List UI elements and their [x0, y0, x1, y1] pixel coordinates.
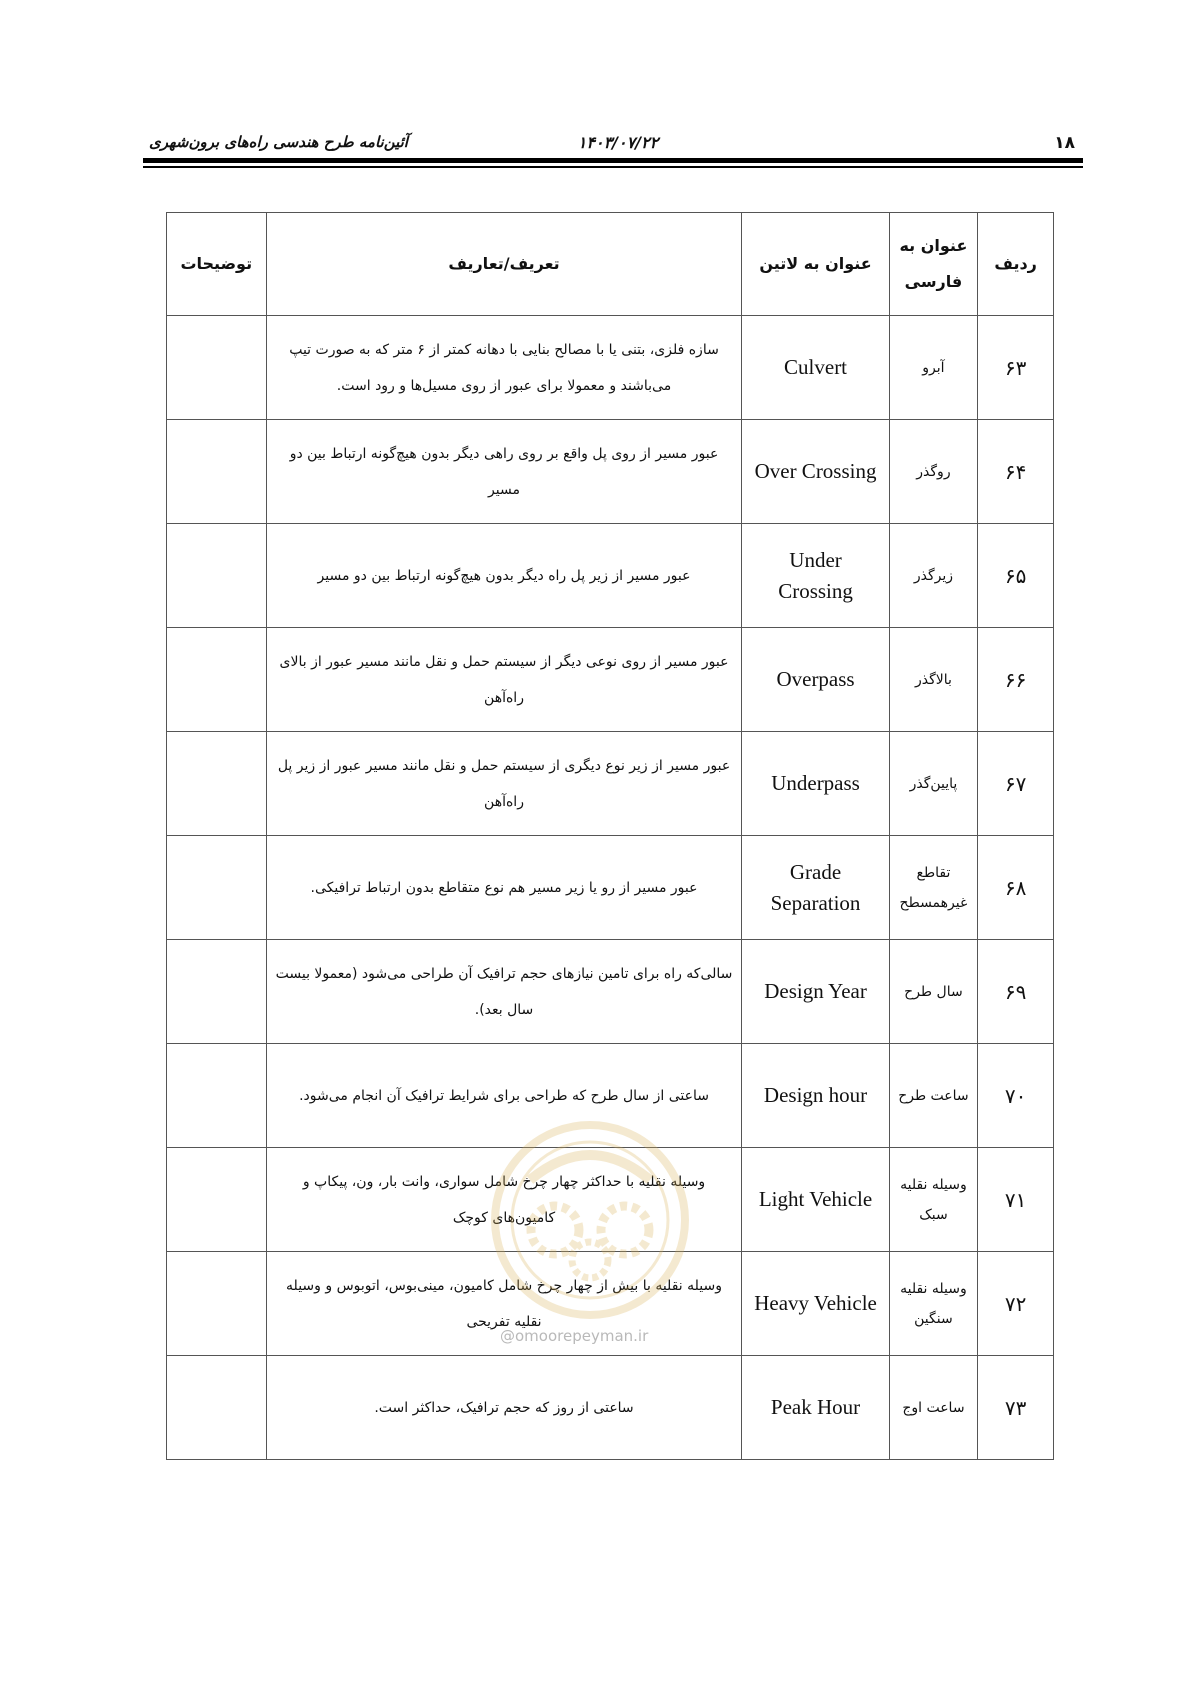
notes-cell — [167, 420, 267, 524]
latin-title-cell: Light Vehicle — [742, 1148, 889, 1252]
notes-cell — [167, 524, 267, 628]
persian-title-cell: پایین‌گذر — [889, 732, 978, 836]
row-number-cell: ۷۰ — [978, 1044, 1054, 1148]
table-row — [167, 316, 1054, 420]
document-title: آئین‌نامه طرح هندسی راه‌های برون‌شهری — [149, 133, 408, 151]
row-number-cell: ۶۷ — [978, 732, 1054, 836]
row-number-cell: ۶۹ — [978, 940, 1054, 1044]
notes-cell — [167, 1356, 267, 1460]
latin-title-cell: Culvert — [742, 316, 889, 420]
column-header-row-number: ردیف — [978, 213, 1054, 316]
notes-cell — [167, 940, 267, 1044]
table-row — [167, 1044, 1054, 1148]
definition-cell: ساعتی از سال طرح که طراحی برای شرایط ترافیک آن انجام می‌شود. — [266, 1044, 742, 1148]
persian-title-cell: ساعت طرح — [889, 1044, 978, 1148]
latin-title-cell: Under Crossing — [742, 524, 889, 628]
row-number-cell: ۷۲ — [978, 1252, 1054, 1356]
latin-title-cell: Over Crossing — [742, 420, 889, 524]
definition-cell: عبور مسیر از روی پل واقع بر روی راهی دیگر بدون هیچ‌گونه ارتباط بین دو مسیر — [266, 420, 742, 524]
persian-title-cell: روگذر — [889, 420, 978, 524]
persian-title-cell: وسیله نقلیه سنگین — [889, 1252, 978, 1356]
table-row — [167, 1356, 1054, 1460]
definition-cell: سالی‌که راه برای تامین نیازهای حجم ترافیک آن طراحی می‌شود (معمولا بیست سال بعد). — [266, 940, 742, 1044]
definition-cell: وسیله نقلیه با حداکثر چهار چرخ شامل سواری، وانت بار، ون، پیکاپ و کامیون‌های کوچک — [266, 1148, 742, 1252]
row-number-cell: ۷۳ — [978, 1356, 1054, 1460]
definition-cell: عبور مسیر از زیر پل راه دیگر بدون هیچ‌گونه ارتباط بین دو مسیر — [266, 524, 742, 628]
page-header — [143, 128, 1083, 158]
column-header-definition: تعریف/تعاریف — [266, 213, 742, 316]
column-header-latin-title: عنوان به لاتین — [742, 213, 889, 316]
definition-cell: وسیله نقلیه با بیش از چهار چرخ شامل کامیون، مینی‌بوس، اتوبوس و وسیله نقلیه تفریحی — [266, 1252, 742, 1356]
definition-cell: عبور مسیر از روی نوعی دیگر از سیستم حمل و نقل مانند مسیر عبور از بالای راه‌آهن — [266, 628, 742, 732]
persian-title-cell: وسیله نقلیه سبک — [889, 1148, 978, 1252]
persian-title-cell: ساعت اوج — [889, 1356, 978, 1460]
latin-title-cell: Underpass — [742, 732, 889, 836]
row-number-cell: ۶۴ — [978, 420, 1054, 524]
notes-cell — [167, 732, 267, 836]
persian-title-cell: تقاطع غیرهمسطح — [889, 836, 978, 940]
notes-cell — [167, 316, 267, 420]
table-row — [167, 628, 1054, 732]
watermark-text: @omoorepeyman.ir — [500, 1327, 649, 1345]
notes-cell — [167, 836, 267, 940]
table-row — [167, 732, 1054, 836]
notes-cell — [167, 1252, 267, 1356]
row-number-cell: ۶۵ — [978, 524, 1054, 628]
table-row — [167, 836, 1054, 940]
notes-cell — [167, 1148, 267, 1252]
table-row — [167, 940, 1054, 1044]
notes-cell — [167, 1044, 267, 1148]
row-number-cell: ۷۱ — [978, 1148, 1054, 1252]
table-header-row — [167, 213, 1054, 316]
persian-title-cell: آبرو — [889, 316, 978, 420]
latin-title-cell: Grade Separation — [742, 836, 889, 940]
latin-title-cell: Design hour — [742, 1044, 889, 1148]
document-date: ۱۴۰۳/۰۷/۲۲ — [577, 133, 659, 152]
header-rule-thin — [143, 166, 1083, 168]
definitions-table — [166, 212, 1054, 1460]
definition-cell: عبور مسیر از رو یا زیر مسیر هم نوع متقاطع بدون ارتباط ترافیکی. — [266, 836, 742, 940]
definition-cell: سازه فلزی، بتنی یا با مصالح بنایی با دهانه کمتر از ۶ متر که به صورت تیپ می‌باشند و معمولا برای عبور از روی مسیل‌ها و رود است. — [266, 316, 742, 420]
persian-title-cell: زیرگذر — [889, 524, 978, 628]
notes-cell — [167, 628, 267, 732]
persian-title-cell: سال طرح — [889, 940, 978, 1044]
column-header-notes: توضیحات — [167, 213, 267, 316]
row-number-cell: ۶۳ — [978, 316, 1054, 420]
row-number-cell: ۶۸ — [978, 836, 1054, 940]
page-number: ۱۸ — [1054, 133, 1075, 153]
latin-title-cell: Design Year — [742, 940, 889, 1044]
table-row — [167, 420, 1054, 524]
header-rule-thick — [143, 158, 1083, 163]
definition-cell: عبور مسیر از زیر نوع دیگری از سیستم حمل و نقل مانند مسیر عبور از زیر پل راه‌آهن — [266, 732, 742, 836]
table-row — [167, 1148, 1054, 1252]
table-row — [167, 524, 1054, 628]
latin-title-cell: Overpass — [742, 628, 889, 732]
column-header-persian-title: عنوان به فارسی — [889, 213, 978, 316]
latin-title-cell: Peak Hour — [742, 1356, 889, 1460]
persian-title-cell: بالاگذر — [889, 628, 978, 732]
definition-cell: ساعتی از روز که حجم ترافیک، حداکثر است. — [266, 1356, 742, 1460]
latin-title-cell: Heavy Vehicle — [742, 1252, 889, 1356]
row-number-cell: ۶۶ — [978, 628, 1054, 732]
